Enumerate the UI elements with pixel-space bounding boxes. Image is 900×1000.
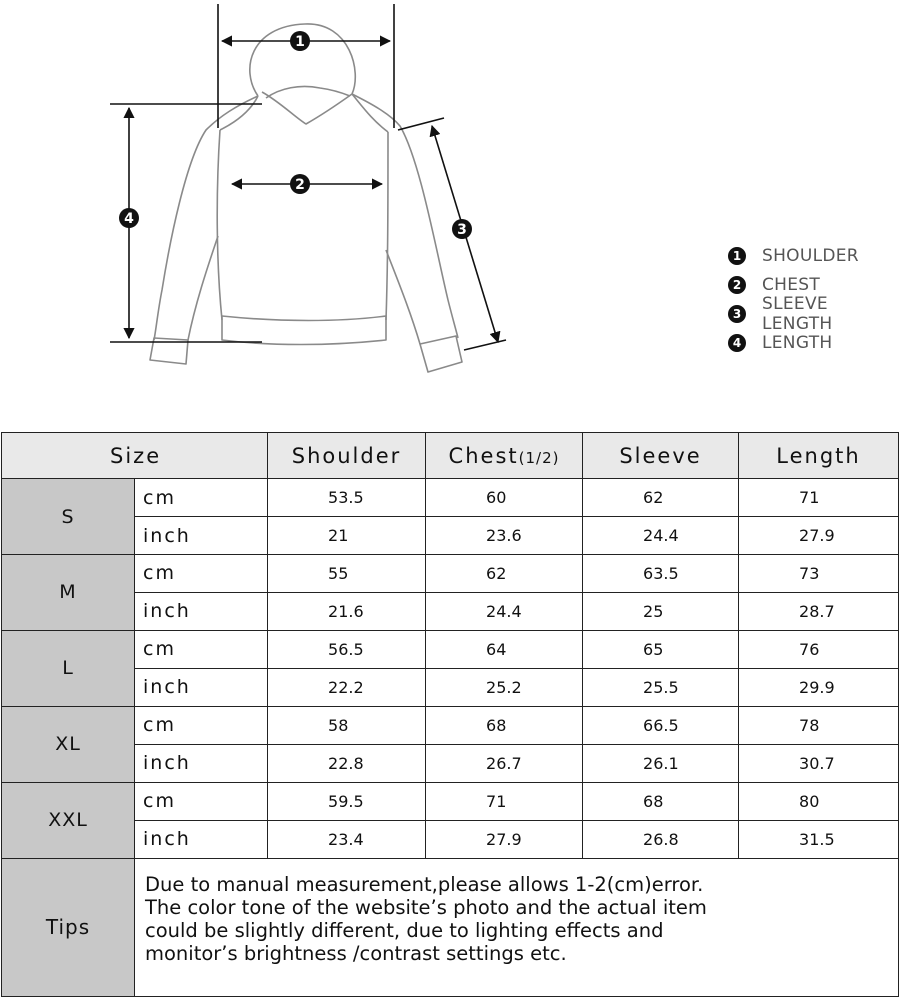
- length-value: 31.5: [739, 820, 899, 858]
- sleeve-value: 62: [583, 479, 739, 517]
- length-value: 29.9: [739, 668, 899, 706]
- sleeve-value: 68: [583, 782, 739, 820]
- sleeve-value: 66.5: [583, 706, 739, 744]
- shoulder-value: 22.8: [268, 744, 426, 782]
- table-row: [2, 592, 899, 630]
- table-row: [2, 479, 899, 517]
- size-label: M: [2, 555, 135, 631]
- legend-number-badge: 3: [728, 305, 746, 323]
- table-row: [2, 706, 899, 744]
- size-label: S: [2, 479, 135, 555]
- chest-value: 26.7: [426, 744, 583, 782]
- table-header-row: [2, 433, 899, 479]
- sleeve-value: 25: [583, 592, 739, 630]
- sleeve-value: 26.1: [583, 744, 739, 782]
- unit-label: cm: [135, 782, 268, 820]
- sleeve-value: 25.5: [583, 668, 739, 706]
- size-chart-table: [1, 432, 899, 997]
- legend-item-sleeve-length: [728, 293, 900, 334]
- unit-label: inch: [135, 517, 268, 555]
- chest-value: 23.6: [426, 517, 583, 555]
- legend-number-badge: 2: [728, 276, 746, 294]
- chest-value: 64: [426, 630, 583, 668]
- tips-line: monitor’s brightness /contrast settings etc.: [145, 941, 567, 965]
- sleeve-value: 65: [583, 630, 739, 668]
- unit-label: inch: [135, 668, 268, 706]
- length-value: 27.9: [739, 517, 899, 555]
- svg-text:1: 1: [295, 34, 305, 50]
- unit-label: cm: [135, 555, 268, 593]
- chest-value: 25.2: [426, 668, 583, 706]
- size-label: L: [2, 630, 135, 706]
- marker-length: [119, 208, 139, 228]
- shoulder-value: 55: [268, 555, 426, 593]
- unit-label: cm: [135, 630, 268, 668]
- header-chest: [426, 433, 583, 479]
- length-value: 28.7: [739, 592, 899, 630]
- legend-number-badge: 1: [728, 247, 746, 265]
- sleeve-value: 24.4: [583, 517, 739, 555]
- length-value: 76: [739, 630, 899, 668]
- legend-label: SLEEVE LENGTH: [762, 293, 833, 334]
- length-value: 30.7: [739, 744, 899, 782]
- length-value: 71: [739, 479, 899, 517]
- length-value: 73: [739, 555, 899, 593]
- unit-label: inch: [135, 592, 268, 630]
- marker-shoulder: [290, 31, 310, 51]
- table-row: [2, 630, 899, 668]
- table-row: [2, 668, 899, 706]
- shoulder-value: 53.5: [268, 479, 426, 517]
- tips-text: [135, 858, 899, 996]
- header-length: Length: [739, 433, 899, 479]
- tips-row: [2, 858, 899, 996]
- header-shoulder: Shoulder: [268, 433, 426, 479]
- length-value: 78: [739, 706, 899, 744]
- header-chest-note: (1/2): [518, 448, 560, 467]
- shoulder-value: 22.2: [268, 668, 426, 706]
- chest-value: 62: [426, 555, 583, 593]
- hoodie-measurement-diagram: [0, 0, 900, 430]
- svg-text:3: 3: [457, 222, 467, 238]
- table-row: [2, 782, 899, 820]
- tips-line: The color tone of the website’s photo and the actual item: [145, 895, 707, 919]
- marker-chest: [290, 174, 310, 194]
- legend-label: LENGTH: [762, 332, 833, 353]
- header-sleeve: Sleeve: [583, 433, 739, 479]
- shoulder-value: 58: [268, 706, 426, 744]
- unit-label: cm: [135, 706, 268, 744]
- hoodie-outline: [150, 24, 462, 372]
- size-label: XXL: [2, 782, 135, 858]
- size-label: XL: [2, 706, 135, 782]
- shoulder-value: 23.4: [268, 820, 426, 858]
- table-row: [2, 820, 899, 858]
- legend-number-badge: 4: [728, 334, 746, 352]
- shoulder-value: 21.6: [268, 592, 426, 630]
- sleeve-value: 63.5: [583, 555, 739, 593]
- unit-label: cm: [135, 479, 268, 517]
- chest-value: 27.9: [426, 820, 583, 858]
- tips-line: could be slightly different, due to lighting effects and: [145, 918, 664, 942]
- chest-value: 60: [426, 479, 583, 517]
- shoulder-value: 21: [268, 517, 426, 555]
- legend-item-shoulder: [728, 241, 900, 270]
- unit-label: inch: [135, 744, 268, 782]
- tips-label: Tips: [2, 858, 135, 996]
- marker-sleeve: [452, 219, 472, 239]
- header-chest-label: Chest: [448, 443, 519, 468]
- chest-value: 24.4: [426, 592, 583, 630]
- table-row: [2, 517, 899, 555]
- shoulder-value: 59.5: [268, 782, 426, 820]
- tips-line: Due to manual measurement,please allows 1-2(cm)error.: [145, 872, 704, 896]
- chest-value: 68: [426, 706, 583, 744]
- unit-label: inch: [135, 820, 268, 858]
- table-row: [2, 744, 899, 782]
- dimension-markers: [119, 31, 472, 239]
- legend-label: SHOULDER: [762, 245, 859, 266]
- header-size: Size: [2, 433, 268, 479]
- measurement-legend: [728, 241, 900, 357]
- chest-value: 71: [426, 782, 583, 820]
- svg-text:2: 2: [295, 177, 305, 193]
- sleeve-value: 26.8: [583, 820, 739, 858]
- shoulder-value: 56.5: [268, 630, 426, 668]
- length-value: 80: [739, 782, 899, 820]
- dimension-lines: [110, 4, 506, 350]
- legend-label: CHEST: [762, 274, 821, 295]
- svg-text:4: 4: [124, 211, 134, 227]
- table-row: [2, 555, 899, 593]
